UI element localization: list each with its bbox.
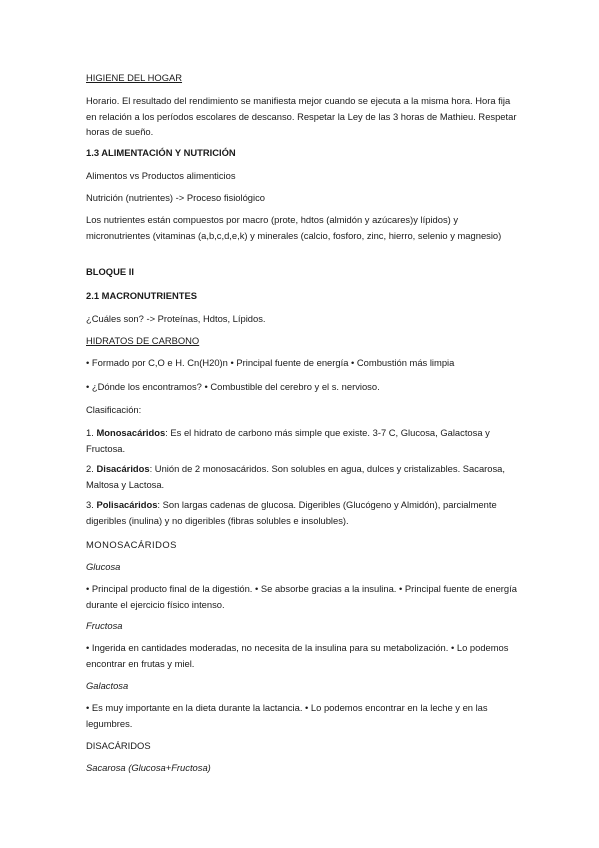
hygiene-title: HIGIENE DEL HOGAR bbox=[86, 72, 183, 83]
classification-label: Clasificación: bbox=[86, 404, 142, 415]
monosaccharides-heading: MONOSACÁRIDOS bbox=[86, 539, 177, 550]
nutrition-heading: 1.3 ALIMENTACIÓN Y NUTRICIÓN bbox=[86, 147, 236, 158]
nutrition-line-2: Nutrición (nutrientes) -> Proceso fisiológico bbox=[86, 192, 265, 203]
carbs-bullet-1: • Formado por C,O e H. Cn(H20)n • Principal fuente de energía • Combustión más limpia bbox=[86, 357, 455, 368]
galactose-title: Galactosa bbox=[86, 680, 129, 691]
macronutrients-question: ¿Cuáles son? -> Proteínas, Hdtos, Lípidos. bbox=[86, 313, 266, 324]
nutrition-paragraph: Los nutrientes están compuestos por macro (prote, hdtos (almidón y azúcares)y lípidos) y micronutrientes (vitaminas (a,b,c,d,e,k) y minerales (calcio, fosforo, zinc, hierro, selenio y magnesio) bbox=[86, 214, 502, 241]
classification-item-1 bbox=[86, 425, 518, 456]
item-number: 1. bbox=[86, 427, 97, 438]
item-number: 3. bbox=[86, 499, 97, 510]
item-term: Disacáridos bbox=[96, 463, 150, 474]
disaccharides-heading: DISACÁRIDOS bbox=[86, 740, 151, 751]
item-text: : Son largas cadenas de glucosa. Digeribles (Glucógeno y Almidón), parcialmente digeribles (inulina) y no digeribles (fibras solubles e insolubles). bbox=[86, 499, 497, 526]
galactose-text: • Es muy importante en la dieta durante la lactancia. • Lo podemos encontrar en la leche y en las legumbres. bbox=[86, 702, 488, 729]
item-text: : Unión de 2 monosacáridos. Son solubles en agua, dulces y cristalizables. Sacarosa, Maltosa y Lactosa. bbox=[86, 463, 506, 490]
block-heading: BLOQUE II bbox=[86, 266, 134, 277]
glucose-title: Glucosa bbox=[86, 561, 121, 572]
glucose-text: • Principal producto final de la digestión. • Se absorbe gracias a la insulina. • Principal fuente de energía durante el ejercicio físico intenso. bbox=[86, 583, 517, 610]
classification-item-2 bbox=[86, 461, 518, 492]
macronutrients-heading: 2.1 MACRONUTRIENTES bbox=[86, 290, 197, 301]
fructose-text: • Ingerida en cantidades moderadas, no necesita de la insulina para su metabolización. • Lo podemos encontrar en frutas y miel. bbox=[86, 642, 509, 669]
item-term: Monosacáridos bbox=[96, 427, 166, 438]
carbs-bullet-2: • ¿Dónde los encontramos? • Combustible del cerebro y el s. nervioso. bbox=[86, 381, 380, 392]
item-number: 2. bbox=[86, 463, 97, 474]
item-text: : Es el hidrato de carbono más simple que existe. 3-7 C, Glucosa, Galactosa y Fructosa. bbox=[86, 427, 490, 454]
sucrose-title: Sacarosa (Glucosa+Fructosa) bbox=[86, 762, 211, 773]
item-term: Polisacáridos bbox=[96, 499, 158, 510]
classification-item-3 bbox=[86, 497, 518, 528]
carbs-heading: HIDRATOS DE CARBONO bbox=[86, 335, 200, 346]
hygiene-paragraph: Horario. El resultado del rendimiento se manifiesta mejor cuando se ejecuta a la misma hora. Hora fija en relación a los períodos escolares de descanso. Respetar la Ley de las 3 horas de Mathieu. Respetar horas de sueño. bbox=[86, 95, 517, 137]
nutrition-line-1: Alimentos vs Productos alimenticios bbox=[86, 170, 236, 181]
fructose-title: Fructosa bbox=[86, 620, 123, 631]
